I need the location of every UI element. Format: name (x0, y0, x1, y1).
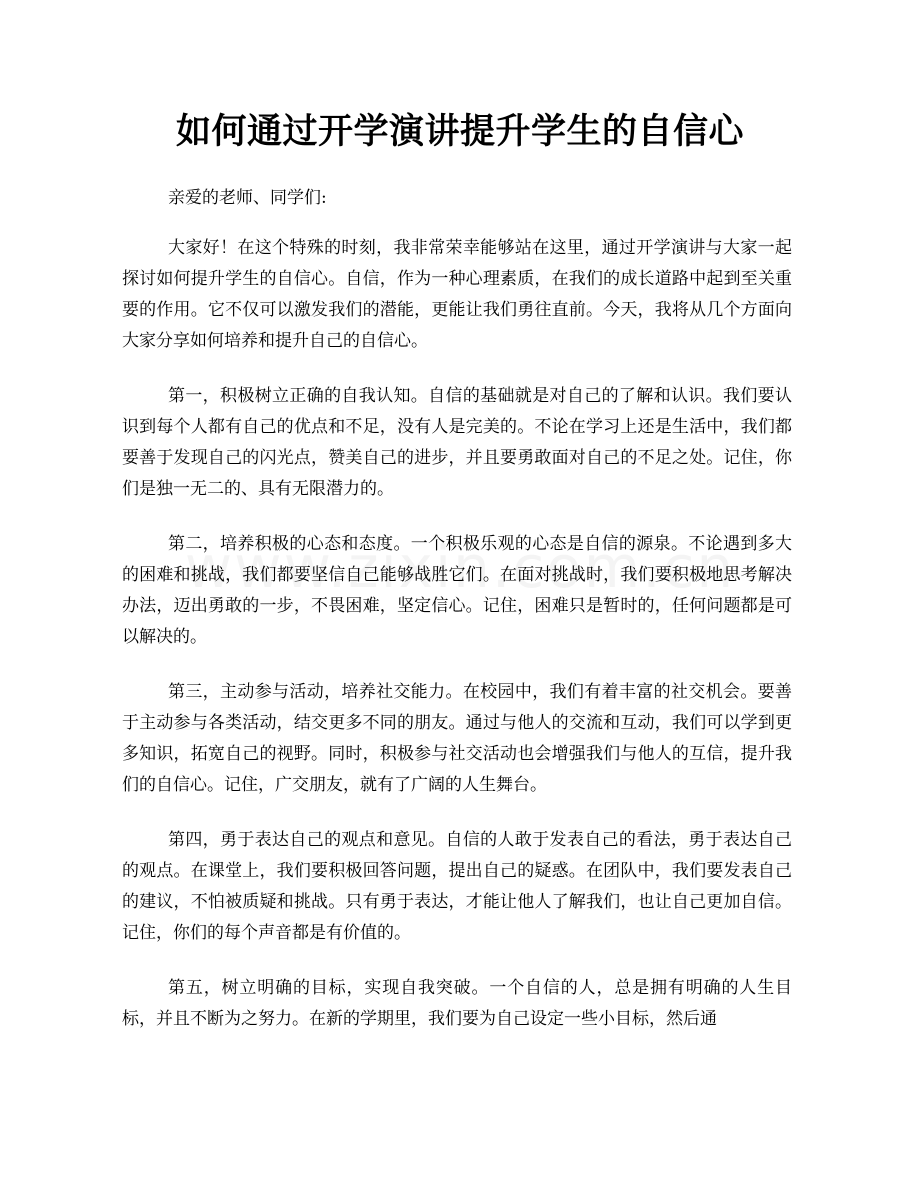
document-body (122, 183, 792, 1059)
salutation: 亲爱的老师、同学们: (168, 188, 327, 208)
paragraph-first: 第一，积极树立正确的自我认知。自信的基础就是对自己的了解和认识。我们要认识到每个人都有自己的优点和不足，没有人是完美的。不论在学习上还是生活中，我们都要善于发现自己的闪光点，赞美自己的进步，并且要勇敢面对自己的不足之处。记住，你们是独一无二的、具有无限潜力的。 (122, 386, 792, 499)
paragraph-intro: 大家好！在这个特殊的时刻，我非常荣幸能够站在这里，通过开学演讲与大家一起探讨如何提升学生的自信心。自信，作为一种心理素质，在我们的成长道路中起到至关重要的作用。它不仅可以激发我们的潜能，更能让我们勇往直前。今天，我将从几个方面向大家分享如何培养和提升自己的自信心。 (122, 238, 792, 351)
document-title: 如何通过开学演讲提升学生的自信心 (175, 112, 744, 152)
paragraph-fifth: 第五，树立明确的目标，实现自我突破。一个自信的人，总是拥有明确的人生目标，并且不断为之努力。在新的学期里，我们要为自己设定一些小目标，然后通 (122, 978, 792, 1029)
paragraph-fourth: 第四，勇于表达自己的观点和意见。自信的人敢于发表自己的看法，勇于表达自己的观点。在课堂上，我们要积极回答问题，提出自己的疑惑。在团队中，我们要发表自己的建议，不怕被质疑和挑战。只有勇于表达，才能让他人了解我们，也让自己更加自信。记住，你们的每个声音都是有价值的。 (122, 830, 792, 943)
paragraph-second: 第二，培养积极的心态和态度。一个积极乐观的心态是自信的源泉。不论遇到多大的困难和挑战，我们都要坚信自己能够战胜它们。在面对挑战时，我们要积极地思考解决办法，迈出勇敢的一步，不畏困难，坚定信心。记住，困难只是暂时的，任何问题都是可以解决的。 (122, 534, 792, 647)
paragraph-third: 第三，主动参与活动，培养社交能力。在校园中，我们有着丰富的社交机会。要善于主动参与各类活动，结交更多不同的朋友。通过与他人的交流和互动，我们可以学到更多知识，拓宽自己的视野。同时，积极参与社交活动也会增强我们与他人的互信，提升我们的自信心。记住，广交朋友，就有了广阔的人生舞台。 (122, 682, 792, 795)
